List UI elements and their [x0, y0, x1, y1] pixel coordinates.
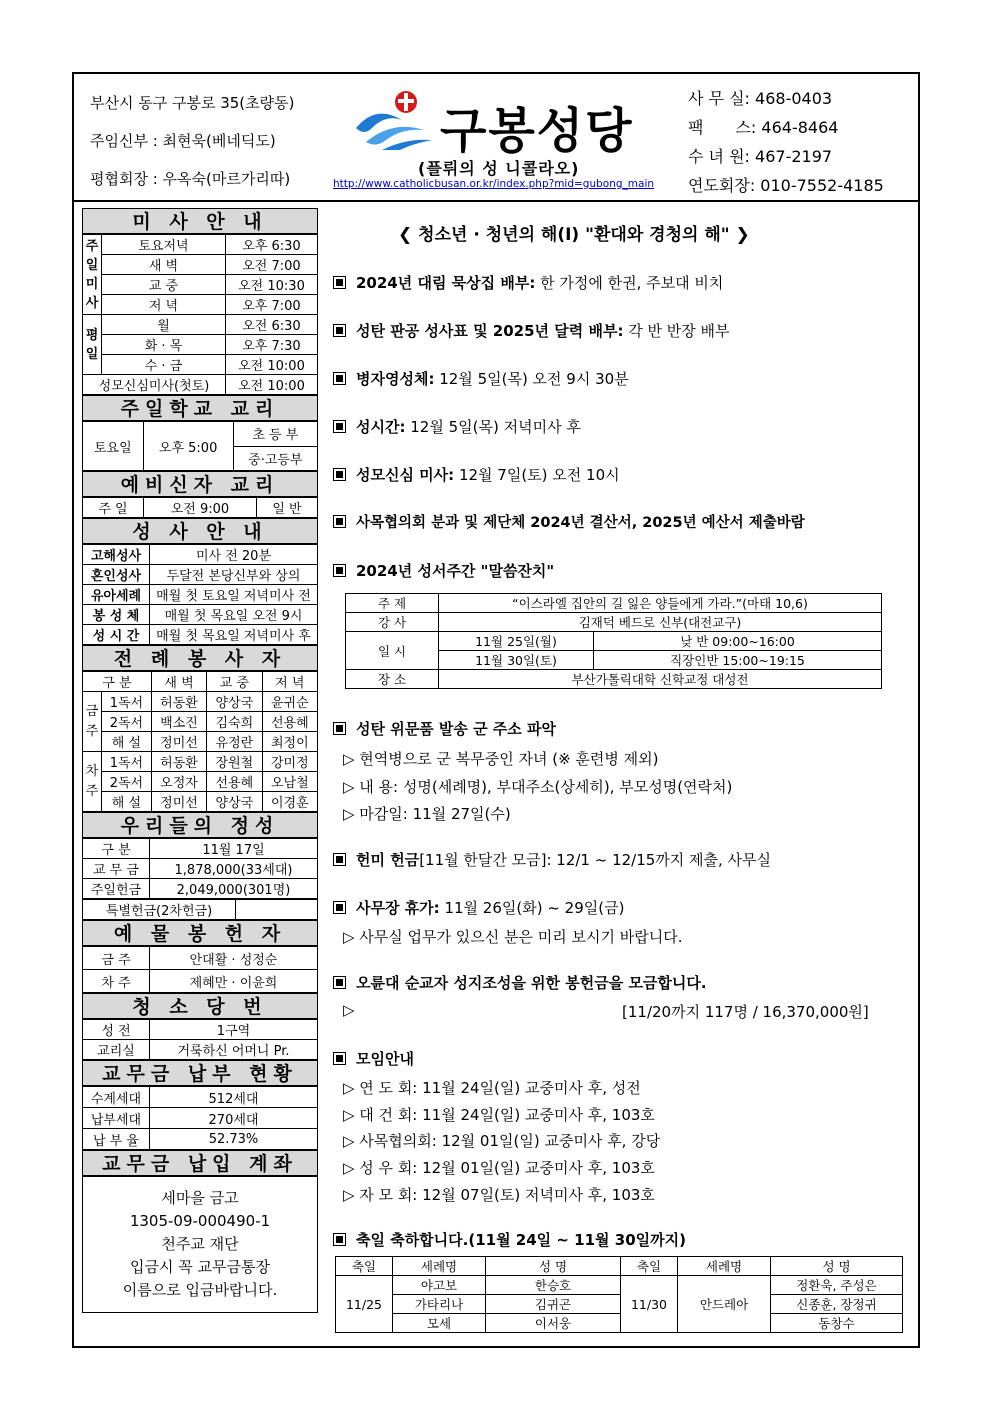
notice-title: 성시간: — [356, 418, 406, 436]
dues-key: 납부세대 — [83, 1108, 150, 1129]
dues-value: 52.73% — [150, 1129, 318, 1150]
sacr-value: 매월 첫 목요일 오전 9시 — [150, 605, 318, 625]
notice-item — [333, 368, 629, 389]
notice-item — [333, 1048, 414, 1069]
table-row — [83, 315, 318, 335]
table-row — [83, 605, 318, 625]
sacrament-table — [82, 544, 318, 645]
church-name: 구봉성당 — [440, 103, 634, 159]
table-row — [83, 565, 318, 585]
feast-head: 축일 — [336, 1257, 393, 1276]
bible-key: 일 시 — [346, 632, 439, 670]
notice-line: ▷ — [343, 1001, 355, 1019]
table-row — [83, 375, 318, 395]
mass-day: 새 벽 — [102, 255, 226, 275]
notice-item — [333, 1229, 686, 1250]
cleaning-table — [82, 1019, 318, 1060]
notice-text: 11월 26일(화) ~ 29일(금) — [439, 899, 625, 917]
server: 양상국 — [207, 692, 262, 712]
bible-date: 11월 30일(토) — [439, 651, 594, 670]
dues-key: 납 부 율 — [83, 1129, 150, 1150]
table-row — [83, 947, 318, 970]
notice-title: 축일 축하합니다.(11월 24일 ~ 11월 30일까지) — [356, 1231, 686, 1249]
person-name: 동창수 — [771, 1314, 903, 1333]
notice-item — [333, 897, 624, 918]
role: 해 설 — [102, 732, 152, 752]
donor-value: 제혜만 · 이윤희 — [150, 970, 318, 993]
bible-key: 강 사 — [346, 613, 439, 632]
server: 유정란 — [207, 732, 262, 752]
contact-value: : 467-2197 — [744, 147, 833, 166]
bible-week-table — [345, 593, 882, 689]
servers-title: 전 례 봉 사 자 — [82, 645, 318, 671]
dues-value: 270세대 — [150, 1108, 318, 1129]
table-row — [83, 1087, 318, 1108]
sunday-school-title: 주일학교 교리 — [82, 395, 318, 421]
sacr-key: 봉 성 체 — [83, 605, 150, 625]
feast-head: 성 명 — [771, 1257, 903, 1276]
notice-text: 12월 5일(목) 저녁미사 후 — [405, 418, 581, 436]
bible-value: “이스라엘 집안의 길 잃은 양들에게 가라.”(마태 10,6) — [439, 594, 882, 613]
bible-value: 김재덕 베드로 신부(대전교구) — [439, 613, 882, 632]
bullet-icon — [333, 564, 346, 577]
contact-value: : 010-7552-4185 — [749, 176, 884, 195]
mass-day: 월 — [102, 315, 226, 335]
table-row — [346, 632, 882, 651]
bible-key: 장 소 — [346, 670, 439, 689]
notice-text: 12월 5일(목) 오전 9시 30분 — [434, 370, 629, 388]
notice-text: 각 반 반장 배부 — [623, 322, 730, 340]
table-row — [83, 295, 318, 315]
table-row — [83, 970, 318, 993]
notice-line: ▷ 현역병으로 군 복무중인 자녀 (※ 훈련병 제외) — [343, 750, 659, 768]
notice-title: 2024년 대림 묵상집 배부: — [356, 274, 536, 292]
donors-table — [82, 946, 318, 993]
feast-head: 성 명 — [486, 1257, 621, 1276]
notice-title: 성탄 위문품 발송 군 주소 파악 — [356, 720, 556, 738]
contact-value: : 468-0403 — [744, 89, 833, 108]
meeting-line: ▷ 자 모 회: 12월 07일(토) 저녁미사 후, 103호 — [343, 1186, 655, 1204]
catechumen-title: 예비신자 교리 — [82, 471, 318, 497]
mass-day: 저 녁 — [102, 295, 226, 315]
notice-title: 모임안내 — [356, 1050, 414, 1068]
week-label: 금주 — [83, 692, 102, 752]
offering-key: 교 무 금 — [83, 859, 150, 879]
bullet-icon — [333, 976, 346, 989]
table-row — [83, 1020, 318, 1040]
notice-title: 성모신심 미사: — [356, 466, 455, 484]
table-row — [83, 355, 318, 375]
table-row — [346, 670, 882, 689]
offering-value: 11월 17일 — [150, 839, 318, 859]
server: 백소진 — [151, 712, 206, 732]
person-name: 신종훈, 장정귀 — [771, 1295, 903, 1314]
mass-day: 교 중 — [102, 275, 226, 295]
bullet-icon — [333, 1052, 346, 1065]
dues-table — [82, 1086, 318, 1150]
catechumen-table — [82, 497, 318, 518]
meeting-line: ▷ 대 건 회: 11월 24일(일) 교중미사 후, 103호 — [343, 1106, 655, 1124]
council-president: 평협회장 : 우옥숙(마르가리따) — [90, 170, 291, 188]
server: 선용혜 — [262, 712, 317, 732]
dues-title: 교무금 납부 현황 — [82, 1060, 318, 1086]
baptismal-name: 가타리나 — [393, 1295, 486, 1314]
cleaning-key: 교리실 — [83, 1040, 150, 1060]
baptismal-name: 모세 — [393, 1314, 486, 1333]
bible-session: 직장인반 15:00~19:15 — [594, 651, 882, 670]
feast-head: 세례명 — [393, 1257, 486, 1276]
feast-head: 세례명 — [678, 1257, 771, 1276]
meeting-line: ▷ 사목협의회: 12월 01일(일) 교중미사 후, 강당 — [343, 1132, 661, 1150]
cleaning-key: 성 전 — [83, 1020, 150, 1040]
meeting-line: ▷ 연 도 회: 11월 24일(일) 교중미사 후, 성전 — [343, 1079, 641, 1097]
baptismal-name: 야고보 — [393, 1276, 486, 1295]
table-row — [83, 839, 318, 859]
sacrament-title: 성 사 안 내 — [82, 518, 318, 544]
table-row — [83, 712, 318, 732]
table-row — [83, 625, 318, 645]
mass-time: 오전 6:30 — [225, 315, 317, 335]
server: 장원철 — [207, 752, 262, 772]
mass-time: 오전 7:00 — [225, 255, 317, 275]
table-row — [346, 613, 882, 632]
mass-time: 오전 10:30 — [225, 275, 317, 295]
server: 정미선 — [151, 732, 206, 752]
mass-time: 오전 10:00 — [225, 355, 317, 375]
bullet-icon — [333, 468, 346, 481]
table-row — [83, 545, 318, 565]
donors-title: 예 물 봉 헌 자 — [82, 920, 318, 946]
table-row — [83, 692, 318, 712]
notice-title: 2024년 성서주간 "말씀잔치" — [356, 562, 555, 580]
ss-group: 초 등 부 — [233, 422, 317, 447]
mass-time: 오후 7:30 — [225, 335, 317, 355]
mass-day: 수 · 금 — [102, 355, 226, 375]
notice-item — [333, 972, 707, 993]
bullet-icon — [333, 722, 346, 735]
server: 오남철 — [262, 772, 317, 792]
bullet-icon — [333, 853, 346, 866]
dues-value: 512세대 — [150, 1087, 318, 1108]
servers-head: 새 벽 — [151, 672, 206, 692]
bullet-icon — [333, 515, 346, 528]
server: 김숙희 — [207, 712, 262, 732]
bible-date: 11월 25일(월) — [439, 632, 594, 651]
header-divider — [72, 200, 920, 202]
contact-label: 수 녀 원 — [688, 147, 745, 166]
server: 양상국 — [207, 792, 262, 812]
notice-item — [333, 416, 581, 437]
mass-table — [82, 234, 318, 395]
notice-item — [333, 464, 620, 485]
table-row — [83, 1040, 318, 1060]
bible-session: 낮 반 09:00~16:00 — [594, 632, 882, 651]
sacr-value: 두달전 본당신부와 상의 — [150, 565, 318, 585]
notice-text: [11월 한달간 모금]: 12/1 ~ 12/15까지 제출, 사무실 — [419, 851, 772, 869]
servers-head: 교 중 — [207, 672, 262, 692]
notice-line: ▷ 마감일: 11월 27일(수) — [343, 805, 511, 823]
website-link[interactable]: http://www.catholicbusan.or.kr/index.php?mid=gubong_main — [333, 178, 655, 190]
week-label: 차주 — [83, 752, 102, 812]
cat-time: 오전 9:00 — [143, 498, 256, 518]
notice-title: 사무장 휴가: — [356, 899, 440, 917]
mass-day: 토요저녁 — [102, 235, 226, 255]
notice-item — [333, 849, 771, 870]
bullet-icon — [333, 420, 346, 433]
server: 정미선 — [151, 792, 206, 812]
cleaning-value: 1구역 — [150, 1020, 318, 1040]
ss-group: 중·고등부 — [233, 446, 317, 471]
sunday-school-table — [82, 421, 318, 471]
role: 해 설 — [102, 792, 152, 812]
table-row — [83, 672, 318, 692]
table-row — [83, 275, 318, 295]
ss-time: 오후 5:00 — [143, 422, 233, 471]
offering-table — [82, 838, 318, 899]
donor-key: 금 주 — [83, 947, 150, 970]
table-row — [83, 752, 318, 772]
table-row — [83, 255, 318, 275]
notice-title: 병자영성체: — [356, 370, 435, 388]
table-row — [336, 1257, 903, 1276]
donor-value: 안대활 · 성정순 — [150, 947, 318, 970]
server: 허동환 — [151, 752, 206, 772]
table-row — [83, 879, 318, 899]
baptismal-name: 안드레아 — [678, 1276, 771, 1333]
mass-title: 미 사 안 내 — [82, 208, 318, 234]
notice-title: 성탄 판공 성사표 및 2025년 달력 배부: — [356, 322, 624, 340]
church-logo-icon — [352, 88, 436, 154]
notice-item — [333, 718, 556, 739]
mass-time: 오후 7:00 — [225, 295, 317, 315]
role: 1독서 — [102, 752, 152, 772]
mass-day: 화 · 목 — [102, 335, 226, 355]
pastor: 주임신부 : 최현욱(베네딕도) — [90, 132, 276, 150]
account-line: 천주교 재단 — [161, 1235, 239, 1253]
role: 2독서 — [102, 772, 152, 792]
sacr-key: 혼인성사 — [83, 565, 150, 585]
table-row — [336, 1314, 903, 1333]
sacr-value: 미사 전 20분 — [150, 545, 318, 565]
notice-text: 한 가정에 한권, 주보대 비치 — [535, 274, 724, 292]
person-name: 정환욱, 주성은 — [771, 1276, 903, 1295]
mass-day: 성모신심미사(첫토) — [83, 375, 226, 395]
group-label: 평일 — [83, 315, 102, 375]
servers-head: 구 분 — [83, 672, 152, 692]
bible-value: 부산가톨릭대학 신학교정 대성전 — [439, 670, 882, 689]
person-name: 김귀곤 — [486, 1295, 621, 1314]
contact-value: : 464-8464 — [750, 118, 839, 137]
notice-item — [333, 560, 554, 581]
sacr-key: 유아세례 — [83, 585, 150, 605]
notice-title: 오륜대 순교자 성지조성을 위한 봉헌금을 모금합니다. — [356, 974, 707, 992]
table-row — [83, 772, 318, 792]
feast-date: 11/25 — [336, 1276, 393, 1333]
contact-label: 연도회장 — [688, 176, 750, 195]
cat-day: 주 일 — [83, 498, 144, 518]
offering-value — [236, 900, 318, 920]
notice-item — [333, 272, 723, 293]
mass-time: 오후 6:30 — [225, 235, 317, 255]
server: 강미정 — [262, 752, 317, 772]
feast-date: 11/30 — [621, 1276, 678, 1333]
cleaning-value: 거룩하신 어머니 Pr. — [150, 1040, 318, 1060]
table-row — [83, 732, 318, 752]
server: 허동환 — [151, 692, 206, 712]
group-label: 주일미사 — [83, 235, 102, 315]
notice-title: 사목협의회 분과 및 제단체 2024년 결산서, 2025년 예산서 제출바람 — [356, 515, 805, 531]
offering-key: 주일헌금 — [83, 879, 150, 899]
notice-line: ▷ 사무실 업무가 있으신 분은 미리 보시기 바랍니다. — [343, 928, 683, 946]
notice-item — [333, 320, 729, 341]
cleaning-title: 청 소 당 번 — [82, 993, 318, 1019]
bullet-icon — [333, 1233, 346, 1246]
ss-day: 토요일 — [83, 422, 144, 471]
notice-text: 12월 7일(토) 오전 10시 — [454, 466, 620, 484]
account-title: 교무금 납입 계좌 — [82, 1150, 318, 1176]
server: 오정자 — [151, 772, 206, 792]
account-line: 입금시 꼭 교무금통장 — [130, 1258, 270, 1276]
sacr-key: 성 시 간 — [83, 625, 150, 645]
role: 1독서 — [102, 692, 152, 712]
bullet-icon — [333, 276, 346, 289]
account-line: 세마을 금고 — [161, 1189, 239, 1207]
account-line: 1305-09-000490-1 — [129, 1212, 271, 1230]
dues-key: 수계세대 — [83, 1087, 150, 1108]
special-offering-table — [82, 899, 318, 920]
offering-key: 특별헌금(2차헌금) — [83, 900, 236, 920]
bullet-icon — [333, 901, 346, 914]
sacr-value: 매월 첫 토요일 저녁미사 전 — [150, 585, 318, 605]
notice-line: ▷ 내 용: 성명(세례명), 부대주소(상세히), 부모성명(연락처) — [343, 778, 733, 796]
person-name: 한승호 — [486, 1276, 621, 1295]
offering-title: 우리들의 정성 — [82, 812, 318, 838]
server: 윤귀순 — [262, 692, 317, 712]
table-row — [83, 1108, 318, 1129]
sacr-value: 매월 첫 목요일 저녁미사 후 — [150, 625, 318, 645]
table-row — [336, 1295, 903, 1314]
patron-saint: (플뤼의 성 니콜라오) — [418, 159, 580, 178]
server: 선용혜 — [207, 772, 262, 792]
table-row — [336, 1276, 903, 1295]
offering-value: 1,878,000(33세대) — [150, 859, 318, 879]
left-column — [82, 208, 318, 1313]
server: 최정이 — [262, 732, 317, 752]
person-name: 이서웅 — [486, 1314, 621, 1333]
account-info — [82, 1176, 318, 1313]
offering-key: 구 분 — [83, 839, 150, 859]
offering-value: 2,049,000(301명) — [150, 879, 318, 899]
role: 2독서 — [102, 712, 152, 732]
year-theme: ❮ 청소년 · 청년의 해(Ⅰ) "환대와 경청의 해" ❯ — [398, 225, 750, 245]
table-row — [83, 900, 318, 920]
contact-label: 사 무 실 — [688, 89, 745, 108]
mass-time: 오전 10:00 — [225, 375, 317, 395]
bullet-icon — [333, 372, 346, 385]
address: 부산시 동구 구봉로 35(초량동) — [90, 94, 295, 112]
table-row — [83, 335, 318, 355]
feast-head: 축일 — [621, 1257, 678, 1276]
table-row — [83, 792, 318, 812]
meeting-line: ▷ 성 우 회: 12월 01일(일) 교중미사 후, 103호 — [343, 1159, 655, 1177]
table-row — [83, 585, 318, 605]
servers-table — [82, 671, 318, 812]
table-row — [83, 859, 318, 879]
donation-total: [11/20까지 117명 / 16,370,000원] — [622, 1003, 869, 1021]
cat-type: 일 반 — [256, 498, 317, 518]
server: 이경훈 — [262, 792, 317, 812]
bible-key: 주 제 — [346, 594, 439, 613]
servers-head: 저 녁 — [262, 672, 317, 692]
account-line: 이름으로 입금바랍니다. — [122, 1281, 278, 1299]
feast-table — [335, 1256, 903, 1333]
donor-key: 차 주 — [83, 970, 150, 993]
notice-item — [333, 511, 805, 532]
contact-label: 팩 스 — [688, 118, 751, 137]
table-row — [83, 1129, 318, 1150]
notice-title: 헌미 헌금 — [356, 851, 420, 869]
table-row — [83, 235, 318, 255]
table-row — [346, 594, 882, 613]
bullet-icon — [333, 324, 346, 337]
sacr-key: 고해성사 — [83, 545, 150, 565]
